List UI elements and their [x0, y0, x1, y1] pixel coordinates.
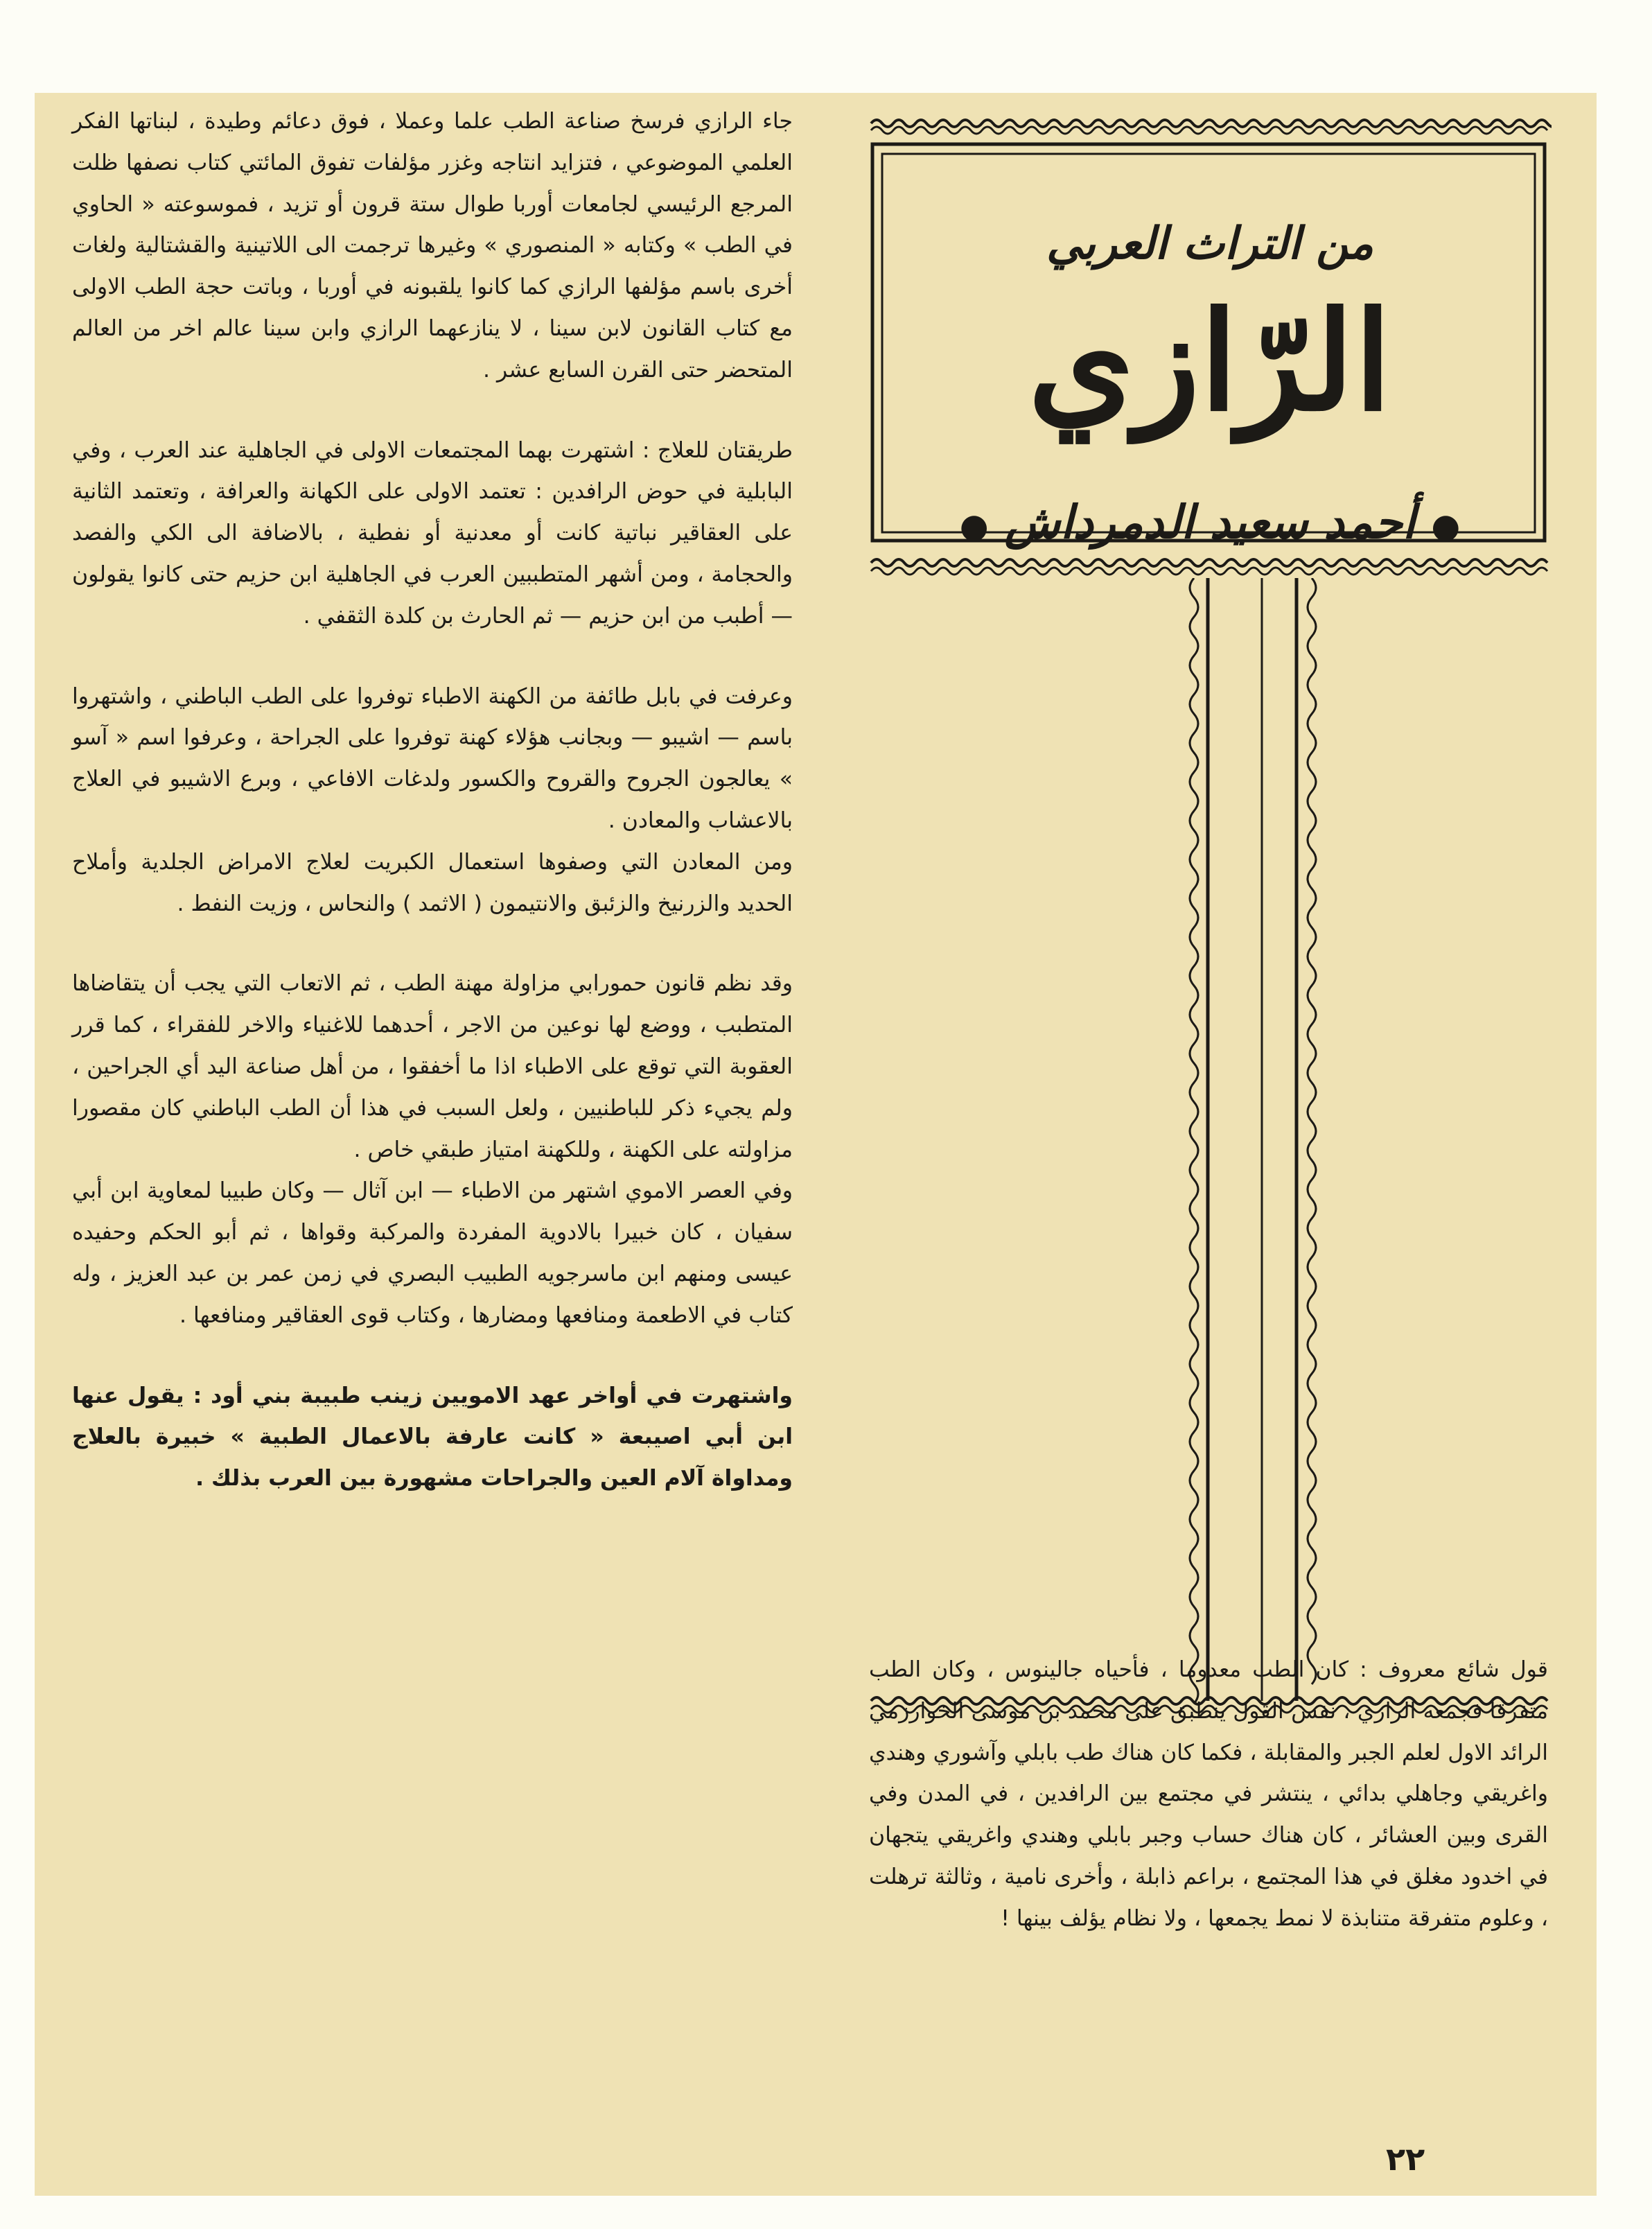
magazine-page: [35, 93, 1597, 2196]
paragraph-razi-medicine: جاء الرازي فرسخ صناعة الطب علما وعملا ، فوق دعائم وطيدة ، لبناتها الفكر العلمي الموضوعي ، فتزايد انتاجه وغزر مؤلفات تفوق المائتي كتاب نصفها ظلت المرجع الرئيسي لجامعات أوربا طوال ستة قرون أو تزيد ، فموسوعته « الحاوي في الطب » وكتابه « المنصوري » وغيرها ترجمت الى اللاتينية والقشتالية ولغات أخرى باسم مؤلفها الرازي كما كانوا يلقبونه في أوربا ، وباتت حجة الطب الاولى مع كتاب القانون لابن سينا ، لا ينازعهما الرازي وابن سينا عالم اخر من العالم المتحضر حتى القرن السابع عشر .: [72, 109, 793, 383]
decorative-band-lines: [868, 578, 1552, 1715]
article-title: الرّازي: [1028, 282, 1392, 442]
page-number: ٢٢: [1386, 2140, 1425, 2178]
paragraph-minerals: ومن المعادن التي وصفوها استعمال الكبريت لعلاج الامراض الجلدية وأملاح الحديد والزرنيخ والزئبق والانتيمون ( الاثمد ) والنحاس ، وزيت النفط .: [72, 849, 793, 916]
intro-paragraph: قول شائع معروف : كان الطب معدوما ، فأحياه جالينوس ، وكان الطب متفرقا فجمعه الرازي ، نفس القول ينطبق على محمد بن موسى الخوارزمي الرائد الاول لعلم الجبر والمقابلة ، فكما كان هناك طب بابلي وآشوري وهندي واغريقي وجاهلي بدائي ، ينتشر في مجتمع بين الرافدين ، في المدن وفي القرى وبين العشائر ، كان هناك حساب وجبر بابلي وهندي واغريقي يتجهان في اخدود مغلق في هذا المجتمع ، براعم ذابلة ، وأخرى نامية ، وثالثة ترهلت ، وعلوم متفرقة متنابذة لا نمط يجمعها ، ولا نظام يؤلف بينها !: [869, 1657, 1548, 1931]
intro-column: [869, 1650, 1548, 1940]
decorative-band: [868, 578, 1552, 1715]
author-byline: [868, 495, 1552, 549]
paragraph-umayyad-physicians: وفي العصر الاموي اشتهر من الاطباء — ابن آثال — وكان طبيبا لمعاوية ابن أبي سفيان ، كان خبيرا بالادوية المفردة والمركبة وقواها ، ثم أبو الحكم وحفيده عيسى ومنهم ابن ماسرجويه الطبيب البصري في زمن عمر بن عبد العزيز ، وله كتاب في الاطعمة ومنافعها ومضارها ، وكتاب قوى العقاقير ومنافعها .: [72, 1178, 793, 1328]
article-body-column: [72, 101, 793, 2146]
bullet-icon: ●: [1431, 507, 1461, 545]
paragraph-two-treatments: طريقتان للعلاج : اشتهرت بهما المجتمعات الاولى في الجاهلية عند العرب ، وفي البابلية في حوض الرافدين : تعتمد الاولى على الكهانة والعرافة ، وتعتمد الثانية على العقاقير نباتية كانت أو معدنية أو نفطية ، بالاضافة الى الكي والفصد والحجامة ، ومن أشهر المتطببين العرب في الجاهلية ابن حزيم حتى كانوا يقولون — أطبب من ابن حزيم — ثم الحارث بن كلدة الثقفي .: [72, 437, 793, 629]
title-box: [868, 114, 1552, 581]
paragraph-hammurabi: وقد نظم قانون حمورابي مزاولة مهنة الطب ، ثم الاتعاب التي يجب أن يتقاضاها المتطبب ، ووضع لها نوعين من الاجر ، أحدهما للاغنياء والاخر للفقراء ، كما قرر العقوبة التي توقع على الاطباء اذا ما أخفقوا ، من أهل صناعة اليد أي الجراحين ، ولم يجيء ذكر للباطنيين ، ولعل السبب في هذا أن الطب الباطني كان مقصورا مزاولته على الكهنة ، وللكهنة امتياز طبقي خاص .: [72, 971, 793, 1162]
paragraph-zainab: واشتهرت في أواخر عهد الامويين زينب طبيبة بني أود : يقول عنها ابن أبي اصيبعة « كانت عارفة بالاعمال الطبية » خبيرة بالعلاج ومداواة آلام العين والجراحات مشهورة بين العرب بذلك .: [72, 1383, 793, 1492]
bullet-icon: ●: [959, 507, 989, 545]
paragraph-babylon-priests: وعرفت في بابل طائفة من الكهنة الاطباء توفروا على الطب الباطني ، واشتهروا باسم — اشيبو — وبجانب هؤلاء كهنة توفروا على الجراحة ، وعرفوا اسم « آسو » يعالجون الجروح والقروح والكسور ولدغات الافاعي ، وبرع الاشيبو في العلاج بالاعشاب والمعادن .: [72, 683, 793, 833]
series-heading: من التراث العربي: [1046, 218, 1374, 270]
author-name: أحمد سعيد الدمرداش: [1004, 495, 1416, 549]
